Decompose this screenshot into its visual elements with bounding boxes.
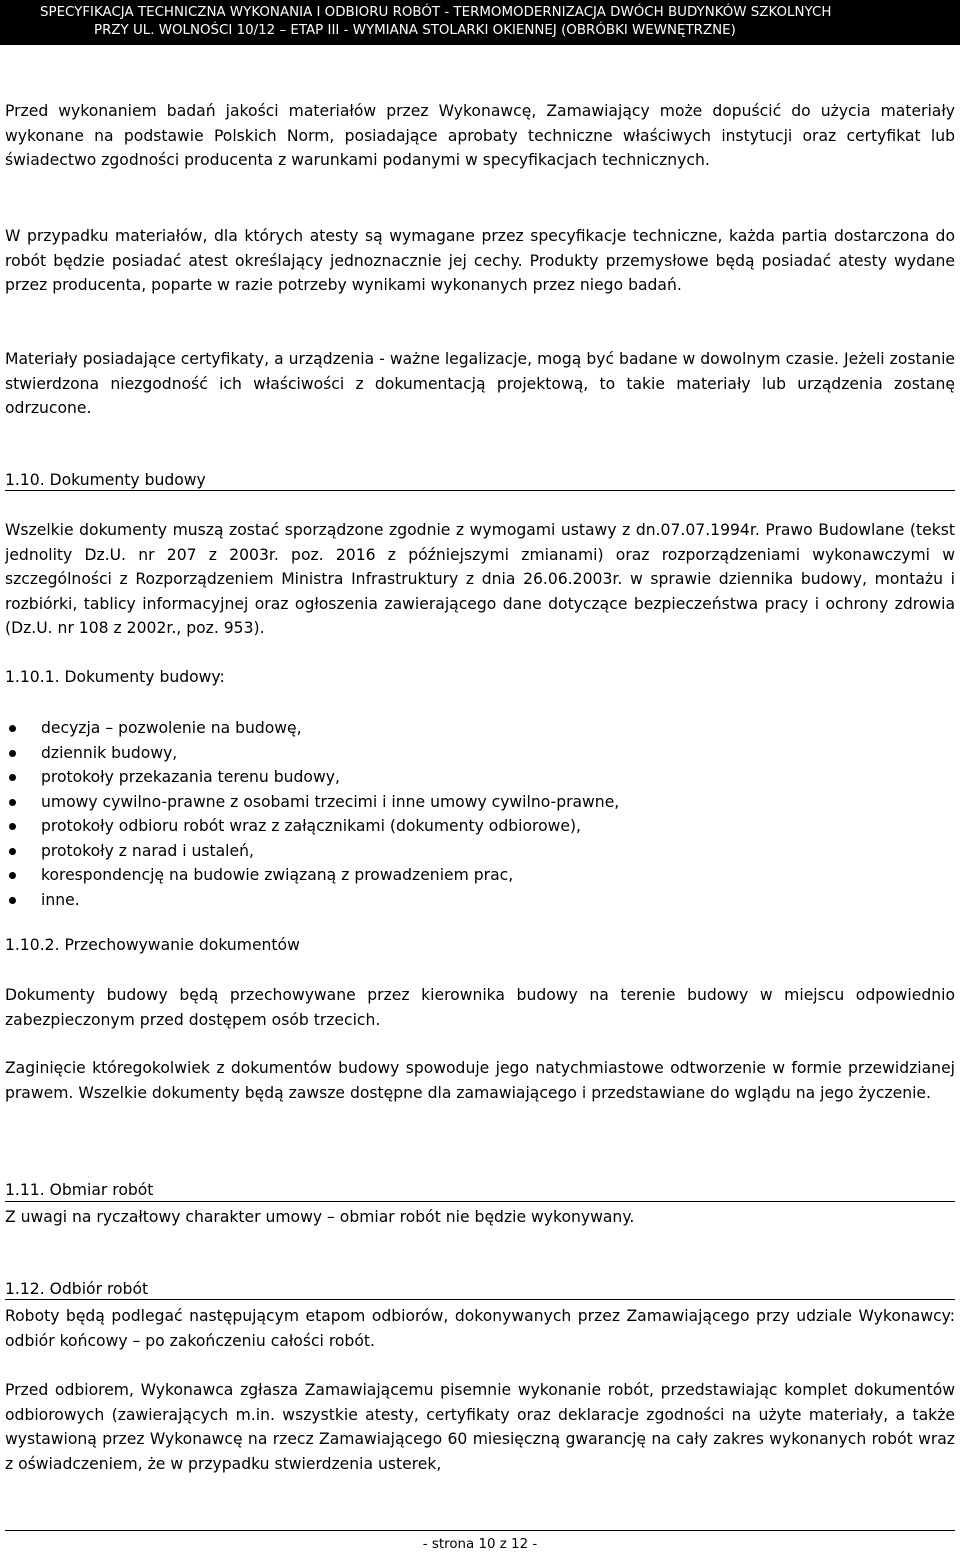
paragraph-materials-approval: Przed wykonaniem badań jakości materiałów przez Wykonawcę, Zamawiający może dopuścić do użycia materiały wykonane na podstawie Polskich Norm, posiadające aprobaty techniczne właściwych instytucji oraz certyfikat lub świadectwo zgodności producenta z warunkami podanymi w specyfikacjach technicznych. [5, 102, 955, 170]
header-title-line-2: PRZY UL. WOLNOŚCI 10/12 – ETAP III - WYMIANA STOLARKI OKIENNEJ (OBRÓBKI WEWNĘTRZNE) [94, 23, 736, 38]
paragraph-materials-testing: Materiały posiadające certyfikaty, a urządzenia - ważne legalizacje, mogą być badane w dowolnym czasie. Jeżeli zostanie stwierdzona niezgodność ich właściwości z dokumentacją projektową, to takie materiały lub urządzenia zostanę odrzucone. [5, 350, 955, 418]
bullet-icon [9, 750, 16, 757]
heading-underline [5, 490, 955, 491]
footer-divider [5, 1530, 955, 1531]
bullet-icon [9, 799, 16, 806]
list-item [0, 790, 619, 815]
paragraph-materials-certificates: W przypadku materiałów, dla których atesty są wymagane przez specyfikacje techniczne, każda partia dostarczona do robót będzie posiadać atest określający jednoznacznie jej cechy. Produkty przemysłowe będą posiadać atesty wydane przez producenta, poparte w razie potrzeby wynikami wykonanych przez niego badań. [5, 227, 955, 295]
paragraph-acceptance-procedure: Przed odbiorem, Wykonawca zgłasza Zamawiającemu pisemnie wykonanie robót, przedstawiając komplet dokumentów odbiorowych (zawierających m.in. wszystkie atesty, certyfikaty oraz deklaracje zgodności na użyte materiały, a także wystawioną przez Wykonawcę na rzecz Zamawiającego 60 miesięczną gwarancję na cały zakres wykonanych robót wraz z oświadczeniem, że w przypadku stwierdzenia usterek, [5, 1381, 955, 1473]
paragraph-documents-requirements: Wszelkie dokumenty muszą zostać sporządzone zgodnie z wymogami ustawy z dn.07.07.1994r. Prawo Budowlane (tekst jednolity Dz.U. nr 207 z 2003r. poz. 2016 z późniejszymi zmianami) oraz rozporządzeniami wykonawczymi w szczególności z Rozporządzeniem Ministra Infrastruktury z dnia 26.06.2003r. w sprawie dziennika budowy, montażu i rozbiórki, tablicy informacyjnej oraz ogłoszenia zawierającego dane dotyczące bezpieczeństwa pracy i ochrony zdrowia (Dz.U. nr 108 z 2002r., poz. 953). [5, 521, 955, 638]
list-item-text: dziennik budowy, [41, 743, 178, 762]
list-item [0, 741, 619, 766]
list-item-text: protokoły z narad i ustaleń, [41, 841, 254, 860]
paragraph-measurement: Z uwagi na ryczałtowy charakter umowy – obmiar robót nie będzie wykonywany. [5, 1208, 635, 1226]
section-heading-1-12: 1.12. Odbiór robót [5, 1280, 149, 1298]
list-item-text: korespondencję na budowie związaną z prowadzeniem prac, [41, 866, 514, 884]
bullet-icon [9, 725, 16, 732]
header-title-line-1: SPECYFIKACJA TECHNICZNA WYKONANIA I ODBIORU ROBÓT - TERMOMODERNIZACJA DWÓCH BUDYNKÓW SZKOLNYCH [40, 5, 832, 20]
documents-list [0, 716, 619, 912]
bullet-icon [9, 897, 16, 904]
document-header [0, 0, 960, 45]
list-item-text: umowy cywilno-prawne z osobami trzecimi i inne umowy cywilno-prawne, [41, 792, 620, 811]
list-item [0, 863, 619, 888]
bullet-icon [9, 823, 16, 830]
list-item [0, 765, 619, 790]
list-item [0, 716, 619, 741]
section-heading-1-10: 1.10. Dokumenty budowy [5, 471, 206, 489]
heading-underline [5, 1201, 955, 1202]
list-item-text: protokoły odbioru robót wraz z załącznikami (dokumenty odbiorowe), [41, 817, 582, 835]
heading-underline [5, 1299, 955, 1300]
paragraph-documents-loss: Zaginięcie któregokolwiek z dokumentów budowy spowoduje jego natychmiastowe odtworzenie w formie przewidzianej prawem. Wszelkie dokumenty będą zawsze dostępne dla zamawiającego i przedstawiane do wglądu na jego życzenie. [5, 1059, 955, 1102]
section-heading-1-10-2: 1.10.2. Przechowywanie dokumentów [5, 936, 300, 954]
bullet-icon [9, 774, 16, 781]
list-item [0, 839, 619, 864]
bullet-icon [9, 872, 16, 879]
list-item-text: inne. [41, 890, 80, 909]
list-item-text: protokoły przekazania terenu budowy, [41, 768, 340, 786]
list-item [0, 888, 619, 913]
section-heading-1-11: 1.11. Obmiar robót [5, 1181, 154, 1199]
paragraph-documents-storage: Dokumenty budowy będą przechowywane przez kierownika budowy na terenie budowy w miejscu odpowiednio zabezpieczonym przed dostępem osób trzecich. [5, 986, 955, 1029]
page-number: - strona 10 z 12 - [422, 1537, 538, 1552]
list-item-text: decyzja – pozwolenie na budowę, [41, 719, 302, 737]
paragraph-acceptance-stages: Roboty będą podlegać następującym etapom odbiorów, dokonywanych przez Zamawiającego przy udziale Wykonawcy: odbiór końcowy – po zakończeniu całości robót. [5, 1307, 955, 1350]
section-heading-1-10-1: 1.10.1. Dokumenty budowy: [5, 668, 225, 686]
list-item [0, 814, 619, 839]
bullet-icon [9, 848, 16, 855]
